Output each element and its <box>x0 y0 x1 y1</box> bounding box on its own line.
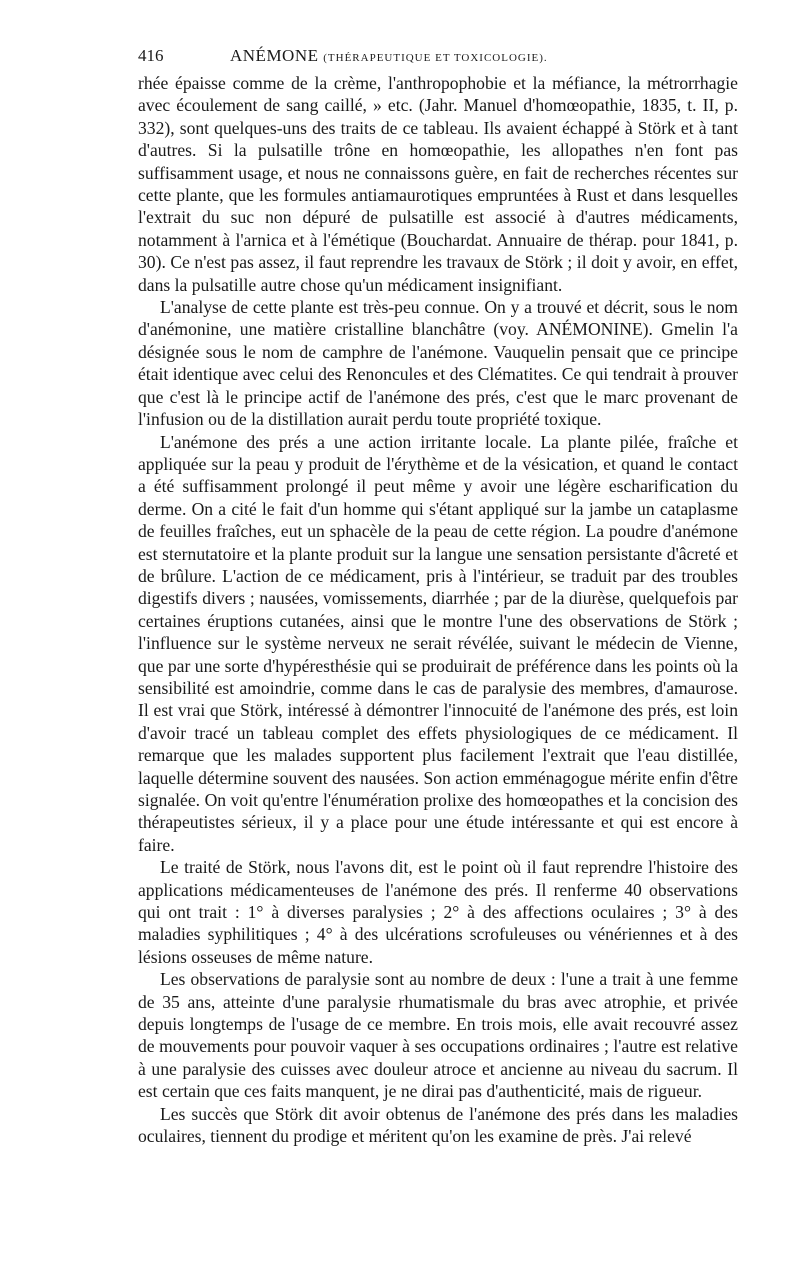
paragraph: Les observations de paralysie sont au nombre de deux : l'une a trait à une femme de 35 ans, atteinte d'une paralysie rhumatismale du bras avec atrophie, et privée depuis longtemps de l'usage de ce membre. En trois mois, elle avait recouvré assez de mouvements pour pouvoir vaquer à ses occupations ordinaires ; l'autre est relative à une paralysie des cuisses avec douleur atroce et ancienne au niveau du sacrum. Il est certain que ces faits manquent, je ne dirai pas d'authenticité, mais de rigueur. <box>138 969 738 1102</box>
running-header <box>138 46 738 66</box>
paragraph: Le traité de Störk, nous l'avons dit, est le point où il faut reprendre l'histoire des applications médicamenteuses de l'anémone des prés. Il renferme 40 observations qui ont trait : 1° à diverses paralysies ; 2° à des affections oculaires ; 3° à des maladies syphilitiques ; 4° à des ulcérations scrofuleuses ou vénériennes et à des lésions osseuses de même nature. <box>138 857 738 967</box>
running-title-main: ANÉMONE <box>230 46 319 65</box>
running-title-sub: (THÉRAPEUTIQUE ET TOXICOLOGIE). <box>323 52 548 64</box>
paragraph: rhée épaisse comme de la crème, l'anthropophobie et la méfiance, la métrorrhagie avec écoulement de sang caillé, » etc. (Jahr. Manuel d'homœopathie, 1835, t. II, p. 332), sont quelques-uns des traits de ce tableau. Ils avaient échappé à Störk et à tant d'autres. Si la pulsatille trône en homœopathie, les allopathes n'en font pas suffisamment usage, et nous ne connaissons guère, en fait de recherches récentes sur cette plante, que les formules antiamaurotiques empruntées à Rust et dans lesquelles l'extrait du suc non dépuré de pulsatille est associé à d'autres médicaments, notamment à l'arnica et à l'émétique (Bouchardat. Annuaire de thérap. pour 1841, p. 30). Ce n'est pas assez, il faut reprendre les travaux de Störk ; il doit y avoir, en effet, dans la pulsatille autre chose qu'un médicament insignifiant. <box>138 73 738 295</box>
paragraph: L'anémone des prés a une action irritante locale. La plante pilée, fraîche et appliquée sur la peau y produit de l'érythème et de la vésication, et quand le contact a été suffisamment prolongé il peut même y avoir une légère escharification du derme. On a cité le fait d'un homme qui s'étant appliqué sur la jambe un cataplasme de feuilles fraîches, eut un sphacèle de la peau de cette région. La poudre d'anémone est sternutatoire et la plante produit sur la langue une sensation persistante d'âcreté et de brûlure. L'action de ce médicament, pris à l'intérieur, se traduit par des troubles digestifs divers ; nausées, vomissements, diarrhée ; par de la diurèse, quelquefois par certaines éruptions cutanées, ainsi que le montre l'une des observations de Störk ; l'influence sur le système nerveux ne serait révélée, suivant le médecin de Vienne, que par une sorte d'hypéresthésie qui se produirait de préférence dans les points où la sensibilité est amoindrie, comme dans le cas de paralysie des membres, d'amaurose. Il est vrai que Störk, intéressé à démontrer l'innocuité de l'anémone des prés, est loin d'avoir tracé un tableau complet des effets physiologiques de ce médicament. Il remarque que les malades supportent plus facilement l'extrait que l'eau distillée, laquelle détermine souvent des nausées. Son action emménagogue mérite enfin d'être signalée. On voit qu'entre l'énumération prolixe des homœopathes et la concision des thérapeutistes sérieux, il y a place pour une étude intéressante et qui est encore à faire. <box>138 431 738 855</box>
paragraph: L'analyse de cette plante est très-peu connue. On y a trouvé et décrit, sous le nom d'anémonine, une matière cristalline blanchâtre (voy. ANÉMONINE). Gmelin l'a désignée sous le nom de camphre de l'anémone. Vauquelin pensait que ce principe était identique avec celui des Renoncules et des Clématites. Ce qui tendrait à prouver que c'est là le principe actif de l'anémone des prés, c'est que le marc provenant de l'infusion ou de la distillation aurait perdu toute propriété toxique. <box>138 297 738 430</box>
running-title <box>230 46 548 66</box>
body-text <box>138 72 738 1148</box>
paragraph: Les succès que Störk dit avoir obtenus de l'anémone des prés dans les maladies oculaires, tiennent du prodige et méritent qu'on les examine de près. J'ai relevé <box>138 1103 738 1147</box>
page-number: 416 <box>138 46 164 65</box>
